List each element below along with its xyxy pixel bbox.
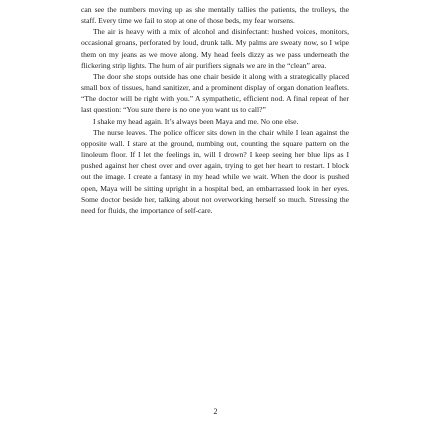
paragraph-4: I shake my head again. It’s always been Maya and me. No one else.: [93, 116, 299, 126]
paragraph-5: The nurse leaves. The police officer sits down in the chair while I lean against the opposite wall. I stare at the ground, numbing out, counting the square pattern on the linoleum floor. If I let the feelings in, will I drown? I keep seeing her blue lips as I pushed against her chest over and over again, trying to get her heart to restart. I block out the image. I create a fantasy in my head while we wait. When the door is pushed open, Maya will be sitting upright in a hospital bed, an embarrassed look in her eyes. Some doctor beside her, talking about not overworking herself so much. Stressing the need for fluids, the importance of self-care.: [81, 127, 349, 215]
body-text: [81, 4, 349, 216]
paragraph-1: can see the numbers moving up as she mentally tallies the patients, the trolleys, the staff. Every time we fail to stop at one of those beds, my fear worsens.: [81, 5, 349, 26]
paragraph-2: The air is heavy with a mix of alcohol and disinfectant: hushed voices, monitors, occasional groans, perforated by loud, drunk talk. My palms are sweaty now, so I wipe them on my jeans as we move along. My head feels dizzy as we pass underneath the flickering strip lights. The hum of air purifiers signals we are in the “clean” area.: [81, 27, 349, 70]
page-number: 2: [213, 407, 218, 416]
paragraph-3: The door she stops outside has one chair beside it along with a strategically placed small box of tissues, hand sanitizer, and a prominent display of organ donation leaflets. “The doctor will be right with you.” A sympathetic, efficient nod. A final repeat of her last question: “You sure there is no one you want us to call?”: [81, 71, 349, 115]
